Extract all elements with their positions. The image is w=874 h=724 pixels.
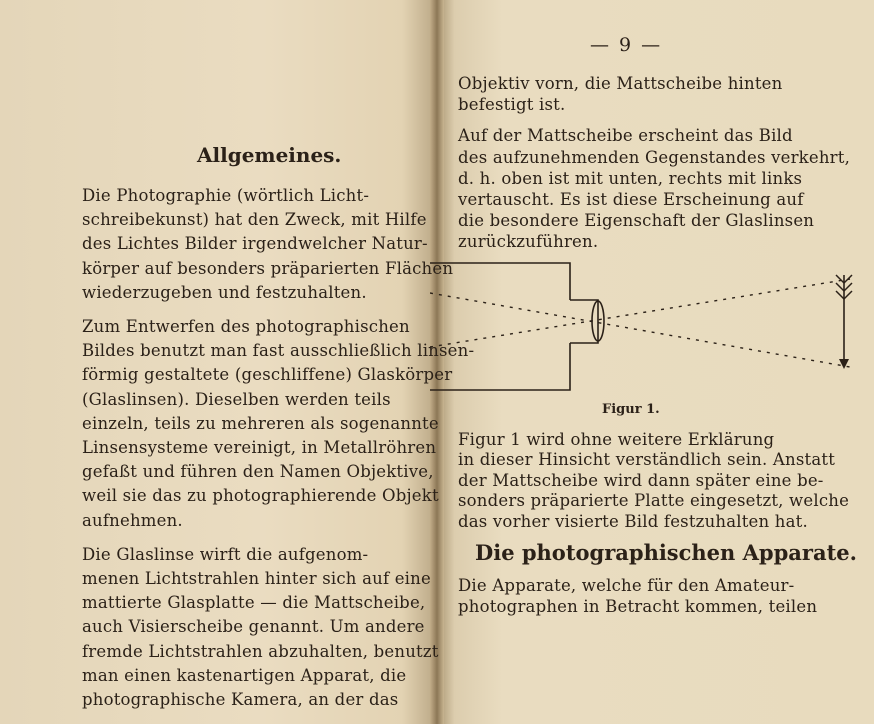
text-line: Bildes benutzt man fast ausschließlich linsen-	[82, 341, 475, 361]
text-line: photographische Kamera, an der das	[82, 690, 399, 709]
text-line: förmig gestaltete (geschliffene) Glaskörper	[82, 365, 453, 385]
text-line: auch Visierscheibe genannt. Um andere	[82, 617, 425, 637]
text-line: körper auf besonders präparierten Flächen	[82, 258, 454, 278]
camera-box-outline	[430, 263, 570, 300]
text-line: weil sie das zu photographierende Objekt	[82, 486, 439, 506]
text-line: befestigt ist.	[458, 95, 566, 115]
text-line: vertauscht. Es ist diese Erscheinung auf	[458, 190, 804, 209]
page-number: — 9 —	[590, 34, 663, 56]
text-line: photographen in Betracht kommen, teilen	[458, 597, 818, 617]
text-line: Auf der Mattscheibe erscheint das Bild	[458, 126, 793, 146]
camera-box-outline-bottom	[430, 343, 570, 390]
text-line: Objektiv vorn, die Mattscheibe hinten	[458, 74, 783, 93]
text-line: Die Glaslinse wirft die aufgenom-	[82, 544, 369, 564]
text-line: der Mattscheibe wird dann später eine be-	[458, 470, 824, 490]
section-heading-apparate: Die photographischen Apparate.	[475, 540, 857, 565]
text-line: Die Photographie (wörtlich Licht-	[82, 186, 370, 205]
light-ray-lower	[430, 279, 850, 347]
text-line: d. h. oben ist mit unten, rechts mit links	[458, 168, 803, 188]
text-line: menen Lichtstrahlen hinter sich auf eine	[82, 569, 431, 588]
figure-caption: Figur 1.	[602, 402, 660, 417]
light-ray-upper	[430, 293, 850, 367]
text-line: Linsensysteme vereinigt, in Metallröhren	[82, 438, 437, 457]
text-line: gefaßt und führen den Namen Objektive,	[82, 462, 434, 482]
object-arrow-head	[839, 359, 849, 369]
text-line: in dieser Hinsicht verständlich sein. Anstatt	[458, 450, 836, 470]
camera-diagram	[430, 255, 860, 405]
text-line: die besondere Eigenschaft der Glaslinsen	[458, 211, 815, 231]
text-line: Figur 1 wird ohne weitere Erklärung	[458, 430, 775, 449]
text-line: wiederzugeben und festzuhalten.	[82, 282, 367, 302]
text-line: mattierte Glasplatte — die Mattscheibe,	[82, 593, 426, 613]
text-line: des aufzunehmenden Gegenstandes verkehrt,	[458, 147, 851, 167]
text-line: sonders präparierte Platte eingesetzt, welche	[458, 491, 850, 511]
text-line: schreibekunst) hat den Zweck, mit Hilfe	[82, 210, 427, 230]
text-line: (Glaslinsen). Dieselben werden teils	[82, 389, 391, 409]
text-line: aufnehmen.	[82, 510, 183, 530]
text-line: man einen kastenartigen Apparat, die	[82, 665, 407, 685]
text-line: Die Apparate, welche für den Amateur-	[458, 576, 795, 595]
text-line: Zum Entwerfen des photographischen	[82, 317, 410, 336]
text-line: zurückzuführen.	[458, 232, 599, 252]
text-line: das vorher visierte Bild festzuhalten hat.	[458, 511, 808, 531]
text-line: des Lichtes Bilder irgendwelcher Natur-	[82, 234, 428, 254]
text-line: fremde Lichtstrahlen abzuhalten, benutzt	[82, 641, 439, 661]
section-heading-allgemeines: Allgemeines.	[197, 143, 342, 167]
text-line: einzeln, teils zu mehreren als sogenannte	[82, 413, 439, 433]
